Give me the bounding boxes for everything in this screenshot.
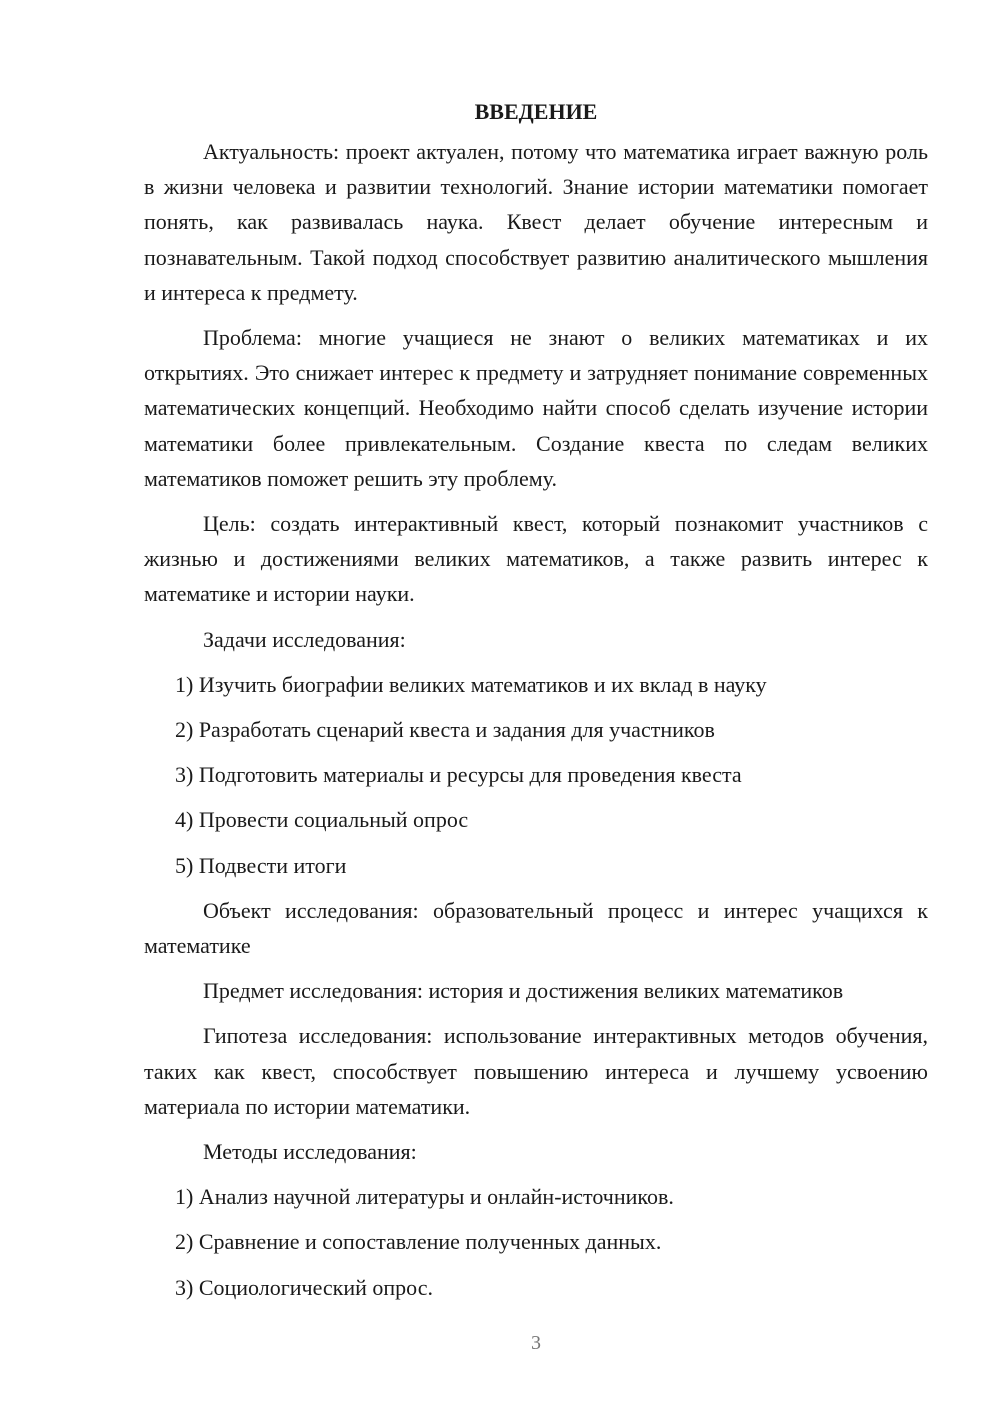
relevance-paragraph: Актуальность: проект актуален, потому что математика играет важную роль в жизни человека и развитии технологий. Знание истории математики помогает понять, как развивалась наука. Квест делает обучение интересным и познавательным. Такой подход способствует развитию аналитического мышления и интереса к предмету.: [144, 139, 928, 305]
page-number: 3: [531, 1332, 541, 1354]
goal-paragraph: Цель: создать интерактивный квест, который познакомит участников с жизнью и достижениями великих математиков, а также развить интерес к математике и истории науки.: [144, 511, 928, 607]
list-item: 3) Подготовить материалы и ресурсы для проведения квеста: [175, 762, 742, 788]
tasks-list: [144, 667, 928, 883]
list-item: 3) Социологический опрос.: [175, 1274, 433, 1300]
list-item: 1) Анализ научной литературы и онлайн-источников.: [175, 1184, 674, 1210]
hypothesis-paragraph: Гипотеза исследования: использование интерактивных методов обучения, таких как квест, способствует повышению интереса и лучшему усвоению материала по истории математики.: [144, 1023, 928, 1119]
list-item: 1) Изучить биографии великих математиков и их вклад в науку: [175, 671, 767, 697]
section-title: ВВЕДЕНИЕ: [474, 99, 598, 124]
list-item: 4) Провести социальный опрос: [175, 807, 469, 833]
methods-list: [144, 1179, 928, 1305]
document-body: [144, 97, 928, 1315]
list-item: 2) Сравнение и сопоставление полученных данных.: [175, 1229, 662, 1255]
object-paragraph: Объект исследования: образовательный процесс и интерес учащихся к математике: [144, 897, 928, 959]
problem-paragraph: Проблема: многие учащиеся не знают о великих математиках и их открытиях. Это снижает интерес к предмету и затрудняет понимание современных математических концепций. Необходимо найти способ сделать изучение истории математики более привлекательным. Создание квеста по следам великих математиков поможет решить эту проблему.: [144, 325, 928, 491]
methods-heading: Методы исследования:: [203, 1139, 417, 1165]
tasks-heading: Задачи исследования:: [203, 626, 406, 652]
subject-paragraph: Предмет исследования: история и достижения великих математиков: [203, 978, 844, 1004]
list-item: 5) Подвести итоги: [175, 852, 347, 878]
list-item: 2) Разработать сценарий квеста и задания для участников: [175, 717, 715, 743]
